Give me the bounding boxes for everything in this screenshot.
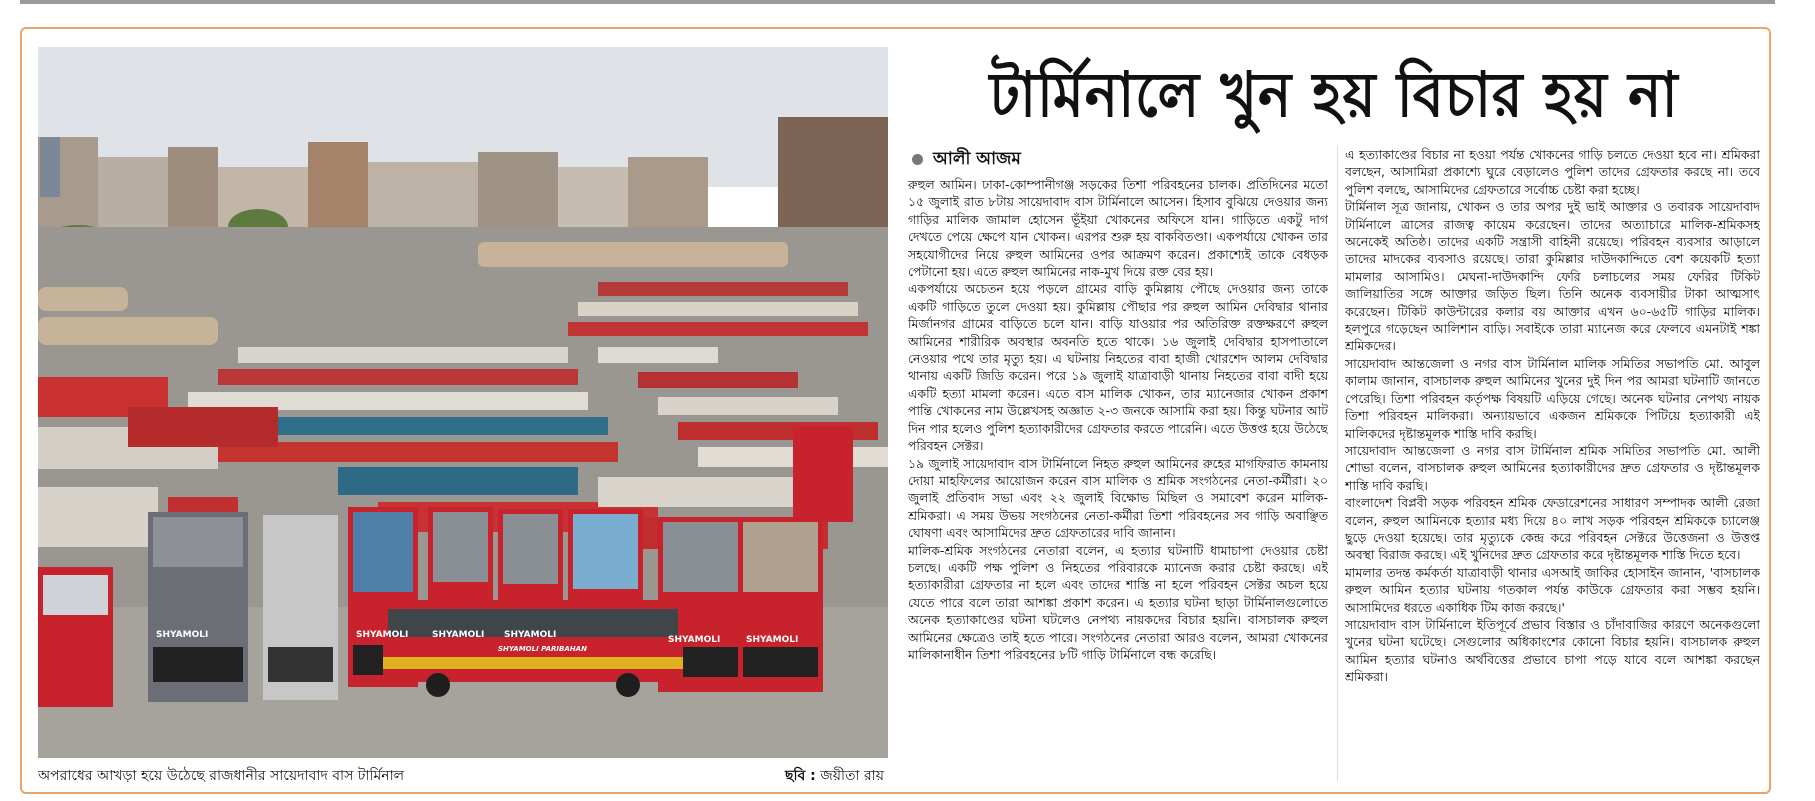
paragraph: টার্মিনাল সূত্র জানায়, খোকন ও তার অপর দুই ভাই আক্তার ও তবারক সায়েদাবাদ টার্মিনালে ত্রাসের রাজত্ব কায়েম করেছেন। তাদের অত্যাচারে মালিক-শ্রমিকসহ অনেকেই অতিষ্ঠ। তাদের একটি সন্ত্রাসী বাহিনী রয়েছে। পরিবহন ব্যবসার আড়ালে তাদের মাদকের ব্যবসাও রয়েছে। তারা কুমিল্লার দাউদকান্দিতে বেশ কয়েকটি হত্যা মামলার আসামিও। মেঘনা-দাউদকান্দি ফেরি চলাচলের সময় ফেরির টিকিট জালিয়াতির সঙ্গে আক্তার জড়িত ছিল। তিনি অনেক ব্যবসায়ীর টাকা আত্মসাৎ করেছেন। টিকিট কাউন্টারের কলার বয় আক্তার এখন ৬০-৬৫টি গাড়ির মালিক। হলপুরে গড়েছেন আলিশান বাড়ি। সবাইকে তারা ম্যানেজ করে ফেলবে এমনটাই শঙ্কা শ্রমিকদের। <box>1345 199 1760 354</box>
credit-name: জয়ীতা রায় <box>820 768 884 784</box>
paragraph: রুহুল আমিন। ঢাকা-কোম্পানীগঞ্জ সড়কের তিশা পরিবহনের চালক। প্রতিদিনের মতো ১৫ জুলাই রাত ৮টায় সায়েদাবাদ বাস টার্মিনালে আসেন। হিসাব বুঝিয়ে দেওয়ার জন্য গাড়ির মালিক জামাল হোসেন ভূঁইয়া খোকনের অফিসে যান। গাড়িতে একটু দাগ দেখতে পেয়ে ক্ষেপে যান খোকন। এরপর শুরু হয় বাকবিতণ্ডা। একপর্যায়ে খোকন তার সহযোগীদের নিয়ে রুহুল আমিনের ওপর আক্রমণ করেন। প্রকাশ্যেই তাকে বেধড়ক পেটানো হয়। এতে রুহুল আমিনের নাক-মুখ দিয়ে রক্ত বের হয়। <box>908 177 1328 280</box>
top-rule <box>20 0 1775 4</box>
credit-label: ছবি : <box>784 768 816 784</box>
byline <box>912 148 1021 170</box>
paragraph: বাংলাদেশ বিপ্লবী সড়ক পরিবহন শ্রমিক ফেডারেশনের সাধারণ সম্পাদক আলী রেজা বলেন, রুহুল আমিনকে হত্যার মধ্য দিয়ে ৪০ লাখ সড়ক পরিবহন শ্রমিককে চ্যালেঞ্জ ছুড়ে দেওয়া হয়েছে। তার মৃত্যুকে কেন্দ্র করে পরিবহন সেক্টরে উত্তেজনা ও উত্তপ্ত অবস্থা বিরাজ করছে। এই খুনিদের দ্রুত গ্রেফতার করে দৃষ্টান্তমূলক শাস্তি দিতে হবে। <box>1345 495 1760 563</box>
paragraph: সায়েদাবাদ আন্তজেলা ও নগর বাস টার্মিনাল শ্রমিক সমিতির সভাপতি মো. আলী শোভা বলেন, বাসচালক রুহুল আমিনের হত্যাকারীদের দ্রুত গ্রেফতার ও দৃষ্টান্তমূলক শাস্তি দাবি করছি। <box>1345 442 1760 493</box>
author-name: আলী আজম <box>933 149 1021 169</box>
photo-credit <box>785 766 884 786</box>
paragraph: সায়েদাবাদ আন্তজেলা ও নগর বাস টার্মিনাল মালিক সমিতির সভাপতি মো. আবুল কালাম জানান, বাসচালক রুহুল আমিনের খুনের দুই দিন পর আমরা ঘটনাটি জানতে পেরেছি। তিশা পরিবহন কর্তৃপক্ষ বিষয়টি এড়িয়ে গেছে। অনেক ঘটনার নেপথ্য নায়ক তিশা পরিবহন মালিকরা। অন্যায়ভাবে একজন শ্রমিককে পিটিয়ে হত্যাকারী এই মালিকদের দৃষ্টান্তমূলক শাস্তি দাবি করছি। <box>1345 355 1760 441</box>
caption-text: অপরাধের আখড়া হয়ে উঠেছে রাজধানীর সায়েদাবাদ বাস টার্মিনাল <box>38 768 405 784</box>
paragraph: মামলার তদন্ত কর্মকর্তা যাত্রাবাড়ী থানার এসআই জাকির হোসাইন জানান, 'বাসচালক রুহুল আমিন হত্যার ঘটনায় গতকাল পর্যন্ত কাউকে গ্রেফতার করা সম্ভব হয়নি। আসামিদের ধরতে একাধিক টিম কাজ করছে।' <box>1345 564 1760 615</box>
bus-label: SHYAMOLI PARIBAHAN <box>498 645 587 653</box>
article-column-2 <box>1345 146 1760 786</box>
paragraph: সায়েদাবাদ বাস টার্মিনালে ইতিপূর্বে প্রভাব বিস্তার ও চাঁদাবাজির কারণে অনেকগুলো খুনের ঘটনা ঘটেছে। সেগুলোর অধিকাংশের কোনো বিচার হয়নি। বাসচালক রুহুল আমিন হত্যার ঘটনাও অর্থবিত্তের প্রভাবে চাপা পড়ে যাবে বলে আশঙ্কা করছেন শ্রমিকরা। <box>1345 616 1760 685</box>
bus-label: SHYAMOLI <box>504 630 557 640</box>
bus-label: SHYAMOLI <box>668 635 721 645</box>
paragraph: এ হত্যাকাণ্ডের বিচার না হওয়া পর্যন্ত খোকনের গাড়ি চলতে দেওয়া হবে না। শ্রমিকরা বলছেন, আসামিরা প্রকাশ্যে ঘুরে বেড়ালেও পুলিশ তাদের গ্রেফতার করছে না। তবে পুলিশ বলছে, আসামিদের গ্রেফতারে সর্বোচ্চ চেষ্টা করা হচ্ছে। <box>1345 147 1760 197</box>
bus-label: SHYAMOLI <box>356 630 409 640</box>
article-column-1 <box>908 176 1328 786</box>
bus-terminal-photo <box>38 47 888 758</box>
headline: টার্মিনালে খুন হয় বিচার হয় না <box>989 58 1679 131</box>
paragraph: মালিক-শ্রমিক সংগঠনের নেতারা বলেন, এ হত্যার ঘটনাটি ধামাচাপা দেওয়ার চেষ্টা চলছে। একটি পক্ষ পুলিশ ও নিহতের পরিবারকে ম্যানেজ করার চেষ্টা করছে। এই হত্যাকারীরা গ্রেফতার না হলে এবং তাদের শাস্তি না হলে পরিবহন সেক্টর অচল হয়ে যেতে পারে বলে তারা আশঙ্কা প্রকাশ করেন। এ হত্যার ঘটনা ছাড়া টার্মিনালগুলোতে অনেক হত্যাকাণ্ডের ঘটনা ঘটলেও নেপথ্য নায়কদের বিচার হয়নি। বাসচালক রুহুল আমিনের ক্ষেত্রেও তাই হতে পারে। সংগঠনের নেতারা আরও বলেন, আমরা খোকনের মালিকানাধীন তিশা পরিবহনের ৮টি গাড়ি টার্মিনালে বন্ধ করেছি। <box>908 542 1328 662</box>
bus-label: SHYAMOLI <box>432 630 485 640</box>
bus-label: SHYAMOLI <box>156 630 209 640</box>
paragraph: ১৯ জুলাই সায়েদাবাদ বাস টার্মিনালে নিহত রুহুল আমিনের রুহের মাগফিরাত কামনায় দোয়া মাহফিলের আয়োজন করেন বাস মালিক ও শ্রমিক সংগঠনের নেতা-কর্মীরা। ২০ জুলাই প্রতিবাদ সভা এবং ২২ জুলাই বিক্ষোভ মিছিল ও সমাবেশ করেন মালিক-শ্রমিকরা। এ সময় উভয় সংগঠনের নেতা-কর্মীরা তিশা পরিবহনের সব গাড়ি অবাঞ্ছিত ঘোষণা এবং আসামিদের দ্রুত গ্রেফতারের দাবি জানান। <box>908 455 1328 541</box>
column-divider <box>1337 146 1338 781</box>
bus-label: SHYAMOLI <box>746 635 799 645</box>
paragraph: একপর্যায়ে অচেতন হয়ে পড়লে গ্রামের বাড়ি কুমিল্লায় পৌছে দেওয়ার জন্য তাকে একটি গাড়িতে তুলে দেওয়া হয়। কুমিল্লায় পৌছার পর রুহুল আমিন দেবিদ্বার থানার মির্জানগর গ্রামের বাড়িতে চলে যান। বাড়ি যাওয়ার পর অতিরিক্ত রক্তক্ষরণে রুহুল আমিনের শারীরিক অবস্থার অবনতি হতে থাকে। ১৬ জুলাই দেবিদ্বার হাসপাতালে নেওয়ার পথে তার মৃত্যু হয়। এ ঘটনায় নিহতের বাবা হাজী খোরশেদ আলম দেবিদ্বার থানায় একটি জিডি করেন। পরে ১৯ জুলাই যাত্রাবাড়ী থানায় নিহতের বাবা বাদী হয়ে একটি হত্যা মামলা করেন। এতে বাস মালিক খোকন, তার ম্যানেজার খোকন প্রকাশ পান্তি খোকনের নাম উল্লেখসহ অজ্ঞাত ২-৩ জনকে আসামি করা হয়। কিন্তু ঘটনার আট দিন পার হলেও পুলিশ হত্যাকারীদের গ্রেফতার করতে পারেনি। এতে উত্তপ্ত হয়ে উঠেছে পরিবহন সেক্টর। <box>908 281 1328 454</box>
bullet-icon <box>912 154 923 165</box>
